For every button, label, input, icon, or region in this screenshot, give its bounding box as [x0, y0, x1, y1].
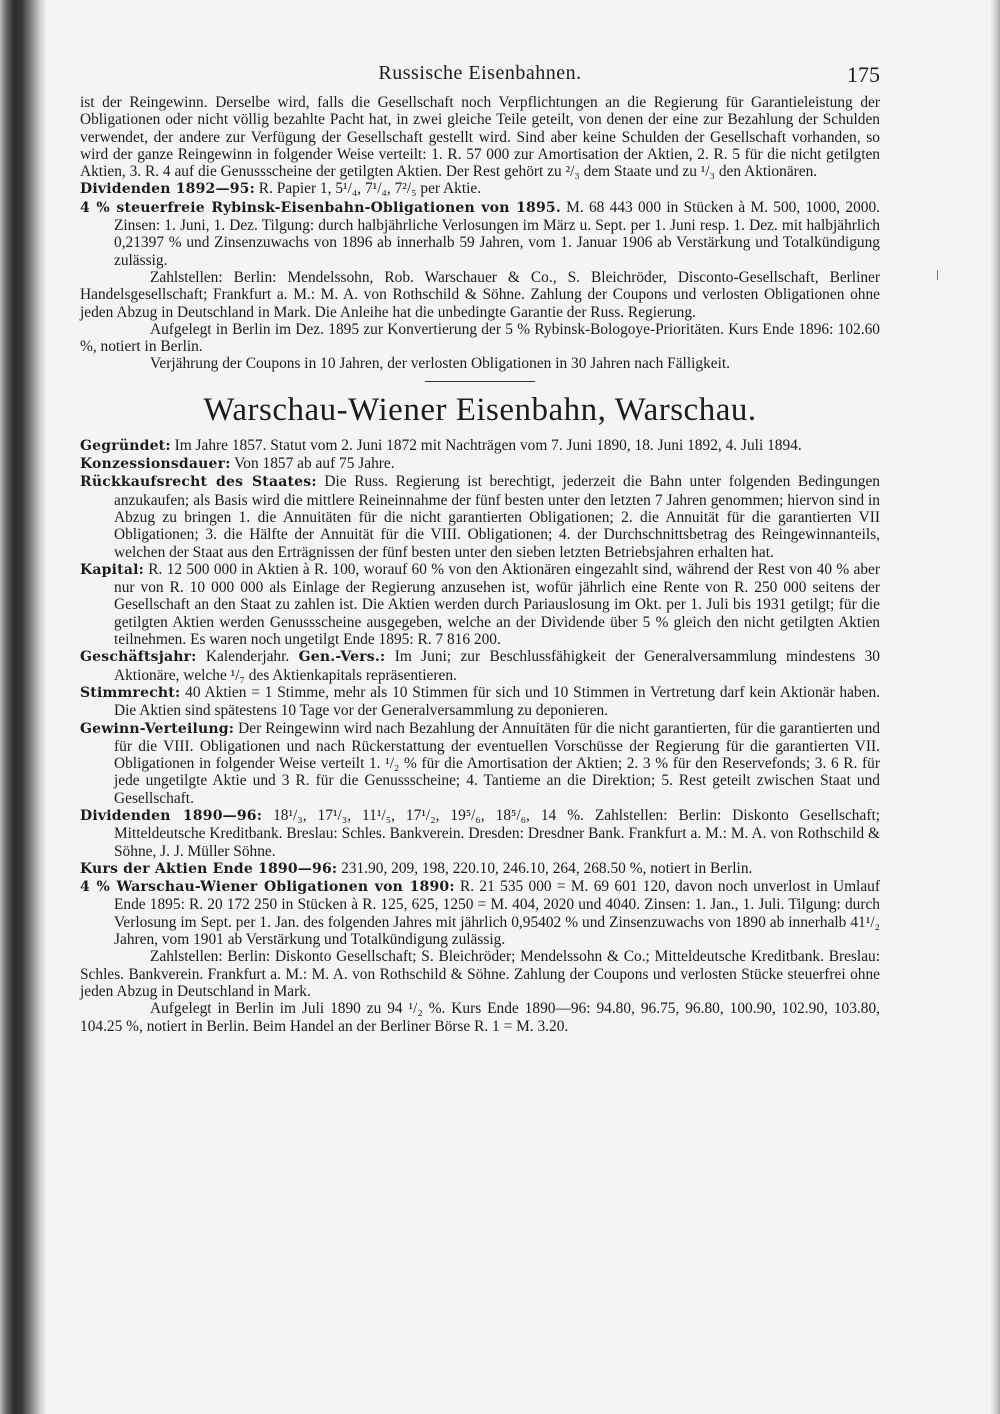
entry-label: Rückkaufsrecht des Staates: [80, 474, 317, 491]
entry-text: 18¹/₃, 17¹/₃, 11¹/₅, 17¹/₂, 19⁵/₆, 18⁵/₆, 14 %. Zahlstellen: Berlin: Diskonto Gesellschaft; Mitteldeutsche Kreditbank. Breslau: Schles. Bankverein. Dresden: Dresdner Bank. Frankfurt a. M.: M. A. von Rothschild & Söhne, J. J. Müller Söhne. [114, 806, 881, 860]
bonds-entry [80, 199, 880, 269]
entry-label-2: Gen.-Vers.: [298, 649, 386, 666]
entry-text: Von 1857 ab auf 75 Jahre. [230, 455, 395, 473]
entry-text: Der Reingewinn wird nach Bezahlung der Annuitäten für die nicht garantierten, für die garantierten und für die VIII. Obligationen und nach Rückerstattung der eventuellen Vorschüsse der Regierung für die garantierten VII. Obligationen in folgender Weise verteilt 1. ¹/₂ % für die Amortisation der Aktien; 2. 3 % für den Reservefonds; 3. 6 R. für jede ungetilgte Aktie und 3 R. für die Genussscheine; 4. Tantieme an die Direktion; 5. Rest geteilt zwischen Staat und Gesellschaft. [114, 719, 880, 807]
top-section [80, 94, 880, 373]
page-number: 175 [847, 62, 880, 87]
section-divider [425, 381, 535, 382]
paying-agents-paragraph: Zahlstellen: Berlin: Mendelssohn, Rob. Warschauer & Co., S. Bleichröder, Disconto-Gesellschaft, Berliner Handelsgesellschaft; Frankfurt a. M.: M. A. von Rothschild & Söhne. Zahlung der Coupons und verlosten Obligationen ohne jeden Abzug in Deutschland in Mark. Die Anleihe hat die unbedingte Garantie der Russ. Regierung. [80, 268, 880, 321]
section-title: Warschau-Wiener Eisenbahn, Warschau. [203, 391, 757, 428]
entry-text: 231.90, 209, 198, 220.10, 246.10, 264, 268.50 %, notiert in Berlin. [337, 859, 753, 877]
dividends-text: R. Papier 1, 5¹/₄, 7¹/₄, 7²/₅ per Aktie. [254, 180, 482, 198]
entry-label: Stimmrecht: [80, 684, 181, 701]
running-head [80, 58, 880, 94]
entry-text: Die Russ. Regierung ist berechtigt, jederzeit die Bahn unter folgenden Bedingungen anzukaufen; als Basis wird die mittlere Reineinnahme der fünf besten unter den letzten 7 Jahren genommen; hiervon sind in Abzug zu bringen 1. die Annuitäten für die nicht garantierten Obligationen; 2. die Annuität für die garantierten VII Obligationen; 3. die Hälfte der Annuität für die VIII. Obligationen; 4. der Durchschnittsbetrag des Reingewinnanteils, welchen der Staat aus den Erträgnissen der fünf besten unter den sieben letzten Betriebsjahren erhalten hat. [114, 473, 880, 561]
entry-fiscal-year [80, 648, 880, 684]
scan-binding-edge [0, 0, 46, 1414]
margin-mark [937, 270, 938, 280]
bonds-label: 4 % steuerfreie Rybinsk-Eisenbahn-Obligationen von 1895. [80, 199, 561, 216]
entry-label: Gegründet: [80, 437, 171, 454]
entry-text-2: Im Juni; zur Beschlussfähigkeit der Generalversammlung mindestens 30 Aktionäre, welche ¹/₇ des Aktienkapitals repräsentieren. [114, 648, 880, 684]
entry-label: 4 % Warschau-Wiener Obligationen von 1890: [80, 879, 455, 896]
entry-share-price [80, 860, 880, 878]
entry-label: Konzessionsdauer: [80, 456, 231, 473]
entry-bonds [80, 878, 880, 948]
entry-label: Gewinn-Verteilung: [80, 720, 235, 737]
entry-buyback [80, 473, 880, 560]
entry-capital [80, 561, 880, 648]
entry-concession [80, 455, 880, 473]
entry-voting [80, 684, 880, 720]
entry-text: 40 Aktien = 1 Stimme, mehr als 10 Stimmen für sich und 10 Stimmen in Vertretung darf kein Aktionär haben. Die Aktien sind spätestens 10 Tage vor der Generalversammlung zu deponieren. [114, 683, 880, 720]
dividends-entry [80, 180, 880, 198]
entry-founded [80, 437, 880, 455]
issued-paragraph: Aufgelegt in Berlin im Dez. 1895 zur Konvertierung der 5 % Rybinsk-Bologoye-Prioritäten. Kurs Ende 1896: 102.60 %, notiert in Berlin. [80, 320, 880, 356]
entry-label: Kurs der Aktien Ende 1890—96: [80, 860, 338, 877]
scan-right-edge [990, 0, 1000, 1414]
document-page [80, 58, 880, 1035]
entry-label: Geschäftsjahr: [80, 649, 197, 666]
entry-text: Im Jahre 1857. Statut vom 2. Juni 1872 mit Nachträgen vom 7. Juni 1890, 18. Juni 1892, 4. Juli 1894. [170, 436, 802, 454]
limitation-paragraph: Verjährung der Coupons in 10 Jahren, der verlosten Obligationen in 30 Jahren nach Fälligkeit. [150, 355, 731, 373]
entry-text: R. 12 500 000 in Aktien à R. 100, worauf 60 % von den Aktionären eingezahlt sind, während der Rest von 40 % aber nur von R. 10 000 000 als Einlage der Regierung anzusehen ist, wofür jährlich eine Rente von R. 250 000 seitens der Gesellschaft an den Staat zu zahlen ist. Die Aktien werden durch Pariauslosung im Okt. per 1. Juli bis 1931 getilgt; für die getilgten Aktien werden Genussscheine ausgegeben, welche an der Dividende über 5 % gleich den nicht getilgten Aktien teilnehmen. Es waren noch ungetilgt Ende 1895: R. 7 816 200. [114, 560, 880, 649]
issued-paragraph-2: Aufgelegt in Berlin im Juli 1890 zu 94 ¹/₂ %. Kurs Ende 1890—96: 94.80, 96.75, 96.80, 100.90, 102.90, 103.80, 104.25 %, notiert in Berlin. Beim Handel an der Berliner Börse R. 1 = M. 3.20. [80, 1000, 880, 1035]
entry-text: R. 21 535 000 = M. 69 601 120, davon noch unverlost in Umlauf Ende 1895: R. 20 172 250 in Stücken à R. 125, 625, 1250 = M. 404, 2020 und 4040. Zinsen: 1. Jan., 1. Juli. Tilgung: durch Verlosung im Sept. per 1. Jan. des folgenden Jahres mit jährlich 0,95402 % und Zinsenzuwachs von 1890 ab innerhalb 41¹/₂ Jahren, vom 1901 ab Verstärkung und Totalkündigung zulässig. [114, 878, 880, 949]
paying-agents-paragraph-2: Zahlstellen: Berlin: Diskonto Gesellschaft; S. Bleichröder; Mendelssohn & Co.; Mitteldeutsche Kreditbank. Breslau: Schles. Bankverein. Frankfurt a. M.: M. A. von Rothschild & Söhne. Zahlung der Coupons und verlosten Stücke steuerfrei ohne jeden Abzug in Deutschland in Mark. [80, 948, 880, 1000]
dividends-label: Dividenden 1892—95: [80, 181, 255, 198]
intro-paragraph: ist der Reingewinn. Derselbe wird, falls die Gesellschaft noch Verpflichtungen an die Regierung für Garantieleistung der Obligationen oder nicht völlig bezahlte Pacht hat, in zwei gleiche Teile geteilt, von denen der eine zur Bezahlung der Schulden verwendet, der andere zur Verfügung der Gesellschaft gestellt wird. Sind aber keine Schulden der Gesellschaft vorhanden, so wird der ganze Reingewinn in folgender Weise verteilt: 1. R. 57 000 zur Amortisation der Aktien, 2. R. 5 für die nicht getilgten Aktien, 3. R. 4 auf die Genussscheine der getilgten Aktien. Der Rest gehört zu ²/₃ dem Staate und zu ¹/₃ den Aktionären. [80, 94, 880, 181]
running-title: Russische Eisenbahnen. [378, 62, 582, 84]
entry-label: Dividenden 1890—96: [80, 807, 263, 824]
bonds-text: M. 68 443 000 in Stücken à M. 500, 1000, 2000. Zinsen: 1. Juni, 1. Dez. Tilgung: durch halbjährliche Verlosungen im März u. Sept. per 1. Juni resp. 1. Dez. mit halbjährlich 0,21397 % und Zinsenzuwachs von 1896 ab innerhalb 59 Jahren, vom 1. Januar 1906 ab Verstärkung und Totalkündigung zulässig. [114, 198, 881, 269]
entry-dividends [80, 807, 880, 860]
entry-profit-distribution [80, 720, 880, 807]
entry-text: Kalenderjahr. [196, 648, 299, 666]
company-section [80, 437, 880, 1035]
entry-label: Kapital: [80, 561, 144, 578]
